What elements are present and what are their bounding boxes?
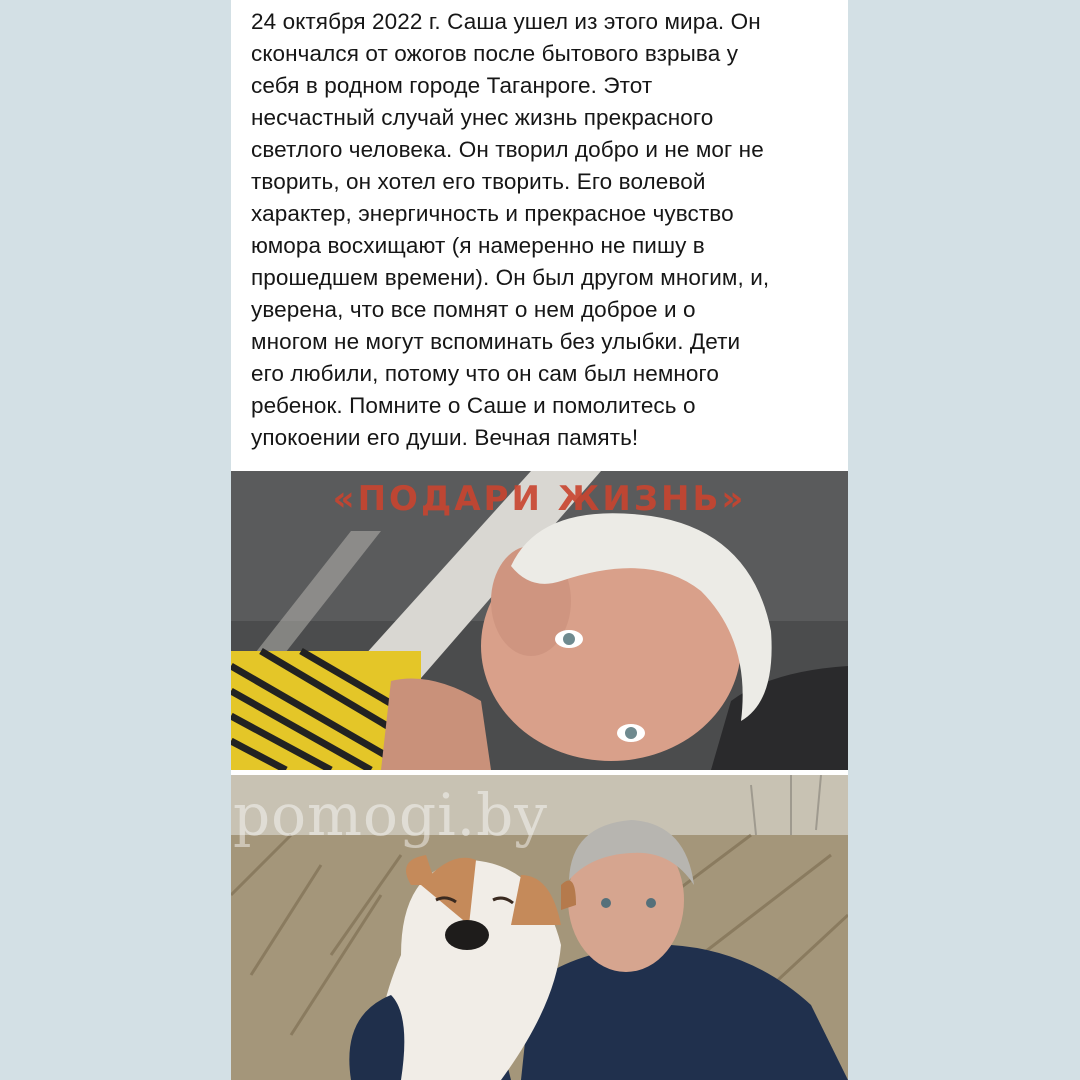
- post-card: [231, 0, 848, 1080]
- photo-portrait-road: [231, 471, 848, 770]
- photo-dog-selfie: [231, 775, 848, 1080]
- post-text: 24 октября 2022 г. Саша ушел из этого мира. Он скончался от ожогов после бытового взрыва у себя в родном городе Таганроге. Этот несчастный случай унес жизнь прекрасного светлого человека. Он творил добро и не мог не творить, он хотел его творить. Его волевой характер, энергичность и прекрасное чувство юмора восхищают (я намеренно не пишу в прошедшем времени). Он был другом многим, и, уверена, что все помнят о нем доброе и о многом не могут вспоминать без улыбки. Дети его любили, потому что он сам был немного ребенок. Помните о Саше и помолитесь о упокоении его души. Вечная память!: [251, 9, 770, 450]
- photo-caption: «ПОДАРИ ЖИЗНЬ»: [332, 479, 747, 519]
- watermark: pomogi.by: [233, 781, 548, 849]
